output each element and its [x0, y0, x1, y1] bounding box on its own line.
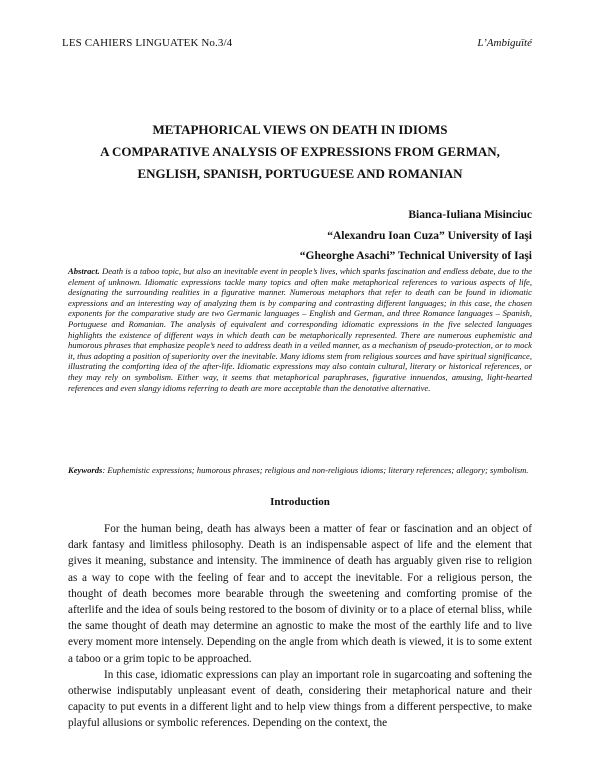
paragraph-1: For the human being, death has always been a matter of fear or fascination and an object of dark fantasy and limitless philosophy. Death is an indispensable aspect of life and the element that gives it meaning, substance and intensity. The imminence of death has arguably given rise to religion as a way to cope with the feeling of fear and to accept the inevitable. For a religious person, the thought of death becomes more bearable through the sweetening and comforting promise of the afterlife and the idea of souls being restored to the bosom of divinity or to a place of eternal bliss, while the same thought of death may determine an agnostic to make the most of the earthly life and to live every moment more intensely. Depending on the angle from which death is viewed, it is to some extent a taboo or a grim topic to be approached.: [68, 523, 532, 665]
keywords-label: Keywords: [68, 465, 103, 475]
title-line-2: A COMPARATIVE ANALYSIS OF EXPRESSIONS FROM GERMAN,: [100, 144, 500, 159]
author-name: Bianca-Iuliana Misinciuc: [408, 209, 532, 221]
running-title: L’Ambiguïté: [477, 37, 532, 49]
keywords: [68, 465, 532, 476]
journal-header: LES CAHIERS LINGUATEK No.3/4: [62, 37, 233, 49]
abstract: [68, 266, 532, 393]
section-heading-introduction: Introduction: [270, 496, 330, 508]
abstract-label: Abstract.: [68, 266, 100, 276]
paragraph-2: In this case, idiomatic expressions can play an important role in sugarcoating and softening the otherwise indisputably unpleasant event of death, considering their metaphorical nature and their capacity to put events in a different light and to help view things from a different perspective, to make playful allusions or symbolic references. Depending on the context, the: [68, 668, 532, 730]
title-line-1: METAPHORICAL VIEWS ON DEATH IN IDIOMS: [152, 122, 448, 137]
author-affiliation-2: “Gheorghe Asachi” Technical University of Iaşi: [299, 250, 532, 262]
author-affiliation-1: “Alexandru Ioan Cuza” University of Iaşi: [327, 229, 532, 242]
introduction-body: [68, 521, 532, 732]
paper-title: [60, 119, 540, 185]
abstract-text: Death is a taboo topic, but also an inevitable event in people’s lives, which sparks fascination and endless debate, due to the element of unknown. Idiomatic expressions tackle many topics and often make metaphorical references to various aspects of life, designating the surrounding realities in a figurative manner. Numerous metaphors that refer to death can be found in idiomatic expressions and an interesting way of analyzing them is by comparing and contrasting different languages; in this case, the chosen exponents for the comparative study are two Germanic languages – English and German, and three Romance languages – Spanish, Portuguese and Romanian. The analysis of equivalent and corresponding idiomatic expressions in the five selected languages highlights the existence of different ways in which death can be metaphorically represented. There are numerous euphemistic and humorous phrases that emphasize people’s need to address death in a veiled manner, as a mechanism of pseudo-protection, or to mock it, thus adopting a position of superiority over the inevitable. Many idioms stem from religious sources and have spiritual significance, illustrating the comforting idea of the after-life. Idiomatic expressions may also contain cultural, literary or historical references, or they may rely on symbolism. Either way, it seems that metaphorical paraphrases, figurative innuendos, amusing, light-hearted references and even slangy idioms referring to death are more acceptable than the denotative alternative.: [68, 266, 532, 393]
author-block: [300, 205, 532, 267]
keywords-text: : Euphemistic expressions; humorous phrases; religious and non-religious idioms; literary references; allegory; symbolism.: [102, 465, 529, 475]
title-line-3: ENGLISH, SPANISH, PORTUGUESE AND ROMANIAN: [137, 166, 463, 181]
